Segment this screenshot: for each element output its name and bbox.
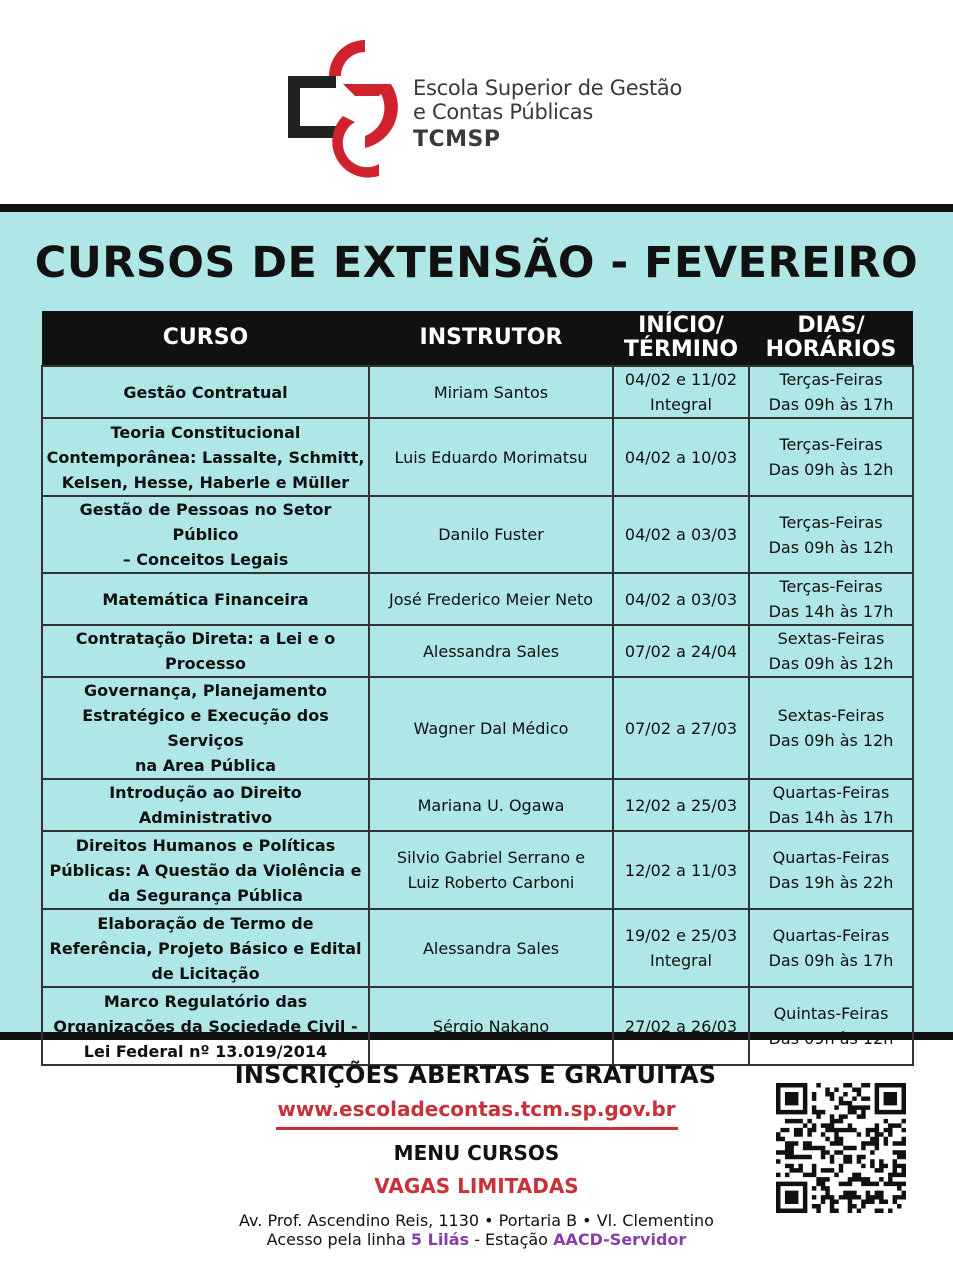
- days-hours-cell: [749, 573, 913, 625]
- course-name-line: Marco Regulatório das: [103, 991, 308, 1011]
- start-end-dates-line: 07/02 a 24/04: [624, 641, 738, 661]
- header-instrutor: [369, 311, 613, 366]
- course-name-line: Contratação Direta: a Lei e o: [75, 629, 336, 648]
- instructor-line: Mariana U. Ogawa: [417, 795, 565, 815]
- table-row: [42, 366, 913, 418]
- access-info: [0, 1230, 953, 1249]
- days-hours-line: Terças-Feiras: [779, 512, 883, 532]
- days-hours-line: Das 09h às 17h: [768, 951, 894, 970]
- days-hours-line: Das 19h às 22h: [768, 873, 894, 892]
- header-inicio-line1: INÍCIO/: [638, 313, 724, 338]
- registration-heading: INSCRIÇÕES ABERTAS E GRATUITAS: [234, 1061, 717, 1089]
- tcmsp-logo-mark: [283, 36, 408, 186]
- days-hours-cell: [749, 779, 913, 831]
- metro-line: 5 Lilás: [410, 1230, 470, 1249]
- course-name-cell: [42, 573, 369, 625]
- instructor-line: José Frederico Meier Neto: [388, 589, 594, 609]
- table-row: [42, 625, 913, 677]
- instructor-line: Wagner Dal Médico: [413, 718, 569, 738]
- course-name-line: Governança, Planejamento: [84, 681, 327, 700]
- course-name-line: Matemática Financeira: [102, 589, 309, 609]
- course-name-cell: [42, 366, 369, 418]
- start-end-dates-line: 12/02 a 11/03: [624, 860, 738, 880]
- table-header-row: [42, 311, 913, 366]
- course-name-line: Lei Federal nº 13.019/2014: [83, 1041, 328, 1061]
- start-end-dates-cell: [613, 909, 749, 987]
- url-underline: [276, 1127, 678, 1130]
- header-curso: [42, 311, 369, 366]
- start-end-dates-cell: [613, 418, 749, 496]
- course-name-line: Introdução ao Direito: [109, 783, 302, 802]
- website-link[interactable]: www.escoladecontas.tcm.sp.gov.br: [277, 1097, 676, 1121]
- course-name-line: Gestão de Pessoas no Setor Público: [79, 500, 332, 544]
- instructor-line: Luis Eduardo Morimatsu: [394, 447, 588, 467]
- days-hours-line: Quartas-Feiras: [772, 783, 890, 802]
- start-end-dates-cell: [613, 625, 749, 677]
- instructor-line: Danilo Fuster: [438, 525, 544, 544]
- days-hours-line: Das 09h às 17h: [768, 395, 894, 414]
- days-hours-line: Sextas-Feiras: [777, 706, 885, 725]
- days-hours-cell: [749, 831, 913, 909]
- course-name-line: de Licitação: [151, 963, 260, 983]
- days-hours-line: Terças-Feiras: [779, 370, 883, 389]
- days-hours-line: Quartas-Feiras: [772, 848, 890, 867]
- course-name-line: na Area Pública: [134, 756, 277, 775]
- course-name-cell: [42, 496, 369, 573]
- days-hours-line: Quintas-Feiras: [773, 1004, 889, 1023]
- header-inicio: [613, 311, 749, 366]
- page-title: CURSOS DE EXTENSÃO - FEVEREIRO: [34, 238, 919, 288]
- course-name-line: – Conceitos Legais: [122, 550, 289, 569]
- instructor-line: Luiz Roberto Carboni: [407, 873, 575, 892]
- course-name-cell: [42, 418, 369, 496]
- days-hours-line: Das 09h às 12h: [768, 731, 894, 750]
- access-prefix: Acesso pela linha: [266, 1230, 411, 1249]
- start-end-dates-cell: [613, 987, 749, 1065]
- course-name-cell: [42, 677, 369, 779]
- instructor-cell: [369, 677, 613, 779]
- instructor-cell: [369, 573, 613, 625]
- start-end-dates-line: 07/02 a 27/03: [624, 718, 738, 738]
- start-end-dates-cell: [613, 573, 749, 625]
- org-name-line1: Escola Superior de Gestão: [413, 76, 683, 100]
- start-end-dates-line: 04/02 a 03/03: [624, 525, 738, 544]
- instructor-cell: [369, 418, 613, 496]
- course-name-line: Elaboração de Termo de: [97, 913, 314, 933]
- start-end-dates-cell: [613, 496, 749, 573]
- days-hours-line: Das 09h às 12h: [768, 460, 894, 479]
- table-body: [42, 366, 913, 1065]
- vagas-limitadas-label: VAGAS LIMITADAS: [374, 1174, 579, 1198]
- instructor-line: Miriam Santos: [433, 382, 549, 402]
- start-end-dates-line: Integral: [650, 395, 712, 414]
- courses-table: [41, 311, 914, 1066]
- instructor-cell: [369, 496, 613, 573]
- instructor-cell: [369, 987, 613, 1065]
- course-name-line: Públicas: A Questão da Violência e: [49, 860, 362, 880]
- start-end-dates-line: Integral: [650, 951, 712, 970]
- days-hours-line: Das 14h às 17h: [768, 808, 894, 827]
- header-inicio-line2: TÉRMINO: [623, 337, 739, 362]
- course-name-line: da Segurança Pública: [108, 885, 303, 905]
- instructor-line: Silvio Gabriel Serrano e: [396, 848, 586, 867]
- table-row: [42, 909, 913, 987]
- start-end-dates-cell: [613, 779, 749, 831]
- table-row: [42, 496, 913, 573]
- header-curso-label: CURSO: [162, 325, 249, 350]
- days-hours-cell: [749, 366, 913, 418]
- course-name-cell: [42, 779, 369, 831]
- instructor-line: Alessandra Sales: [422, 641, 560, 661]
- course-name-line: Contemporânea: Lassalte, Schmitt,: [46, 447, 365, 467]
- course-name-cell: [42, 831, 369, 909]
- menu-cursos-label: MENU CURSOS: [393, 1141, 560, 1165]
- instructor-cell: [369, 366, 613, 418]
- days-hours-line: Das 09h às 12h: [768, 537, 894, 557]
- instructor-cell: [369, 831, 613, 909]
- course-name-cell: [42, 625, 369, 677]
- start-end-dates-line: 04/02 a 03/03: [624, 589, 738, 609]
- start-end-dates-line: 27/02 a 26/03: [624, 1016, 738, 1036]
- access-mid: - Estação: [469, 1230, 554, 1249]
- days-hours-line: Quartas-Feiras: [772, 926, 890, 945]
- start-end-dates-line: 04/02 a 10/03: [624, 447, 738, 467]
- days-hours-line: Das 14h às 17h: [768, 602, 894, 621]
- start-end-dates-cell: [613, 677, 749, 779]
- header-dias-line2: HORÁRIOS: [765, 337, 897, 362]
- days-hours-cell: [749, 677, 913, 779]
- start-end-dates-line: 12/02 a 25/03: [624, 795, 738, 815]
- instructor-cell: [369, 909, 613, 987]
- address: Av. Prof. Ascendino Reis, 1130 • Portaria B • Vl. Clementino: [239, 1211, 714, 1230]
- table-row: [42, 987, 913, 1065]
- org-name-line2: e Contas Públicas: [413, 100, 593, 124]
- table-row: [42, 831, 913, 909]
- days-hours-line: Das 09h às 12h: [768, 654, 894, 673]
- instructor-line: Alessandra Sales: [422, 938, 560, 958]
- course-name-line: Gestão Contratual: [123, 382, 288, 402]
- header-dias-line1: DIAS/: [797, 313, 865, 338]
- days-hours-cell: [749, 987, 913, 1065]
- days-hours-line: Das 09h às 12h: [768, 1029, 894, 1048]
- days-hours-line: Sextas-Feiras: [777, 629, 885, 648]
- days-hours-cell: [749, 625, 913, 677]
- days-hours-cell: [749, 418, 913, 496]
- qr-code-icon[interactable]: [776, 1083, 906, 1213]
- course-name-line: Administrativo: [138, 808, 273, 827]
- start-end-dates-cell: [613, 831, 749, 909]
- instructor-cell: [369, 779, 613, 831]
- instructor-line: Sérgio Nakano: [432, 1016, 550, 1036]
- course-name-line: Estratégico e Execução dos Serviços: [82, 706, 329, 750]
- instructor-cell: [369, 625, 613, 677]
- table-row: [42, 573, 913, 625]
- course-name-line: Organizações da Sociedade Civil -: [53, 1016, 358, 1036]
- table-row: [42, 418, 913, 496]
- org-short-name: TCMSP: [413, 127, 501, 152]
- days-hours-cell: [749, 909, 913, 987]
- header-dias: [749, 311, 913, 366]
- start-end-dates-line: 19/02 e 25/03: [624, 926, 738, 945]
- table-row: [42, 677, 913, 779]
- logo: [283, 36, 683, 186]
- course-name-cell: [42, 987, 369, 1065]
- start-end-dates-line: 04/02 e 11/02: [624, 370, 738, 389]
- start-end-dates-cell: [613, 366, 749, 418]
- days-hours-line: Terças-Feiras: [779, 577, 883, 596]
- course-name-line: Teoria Constitucional: [110, 422, 301, 442]
- metro-station: AACD-Servidor: [553, 1230, 687, 1249]
- course-name-cell: [42, 909, 369, 987]
- course-name-line: Processo: [165, 654, 246, 673]
- days-hours-cell: [749, 496, 913, 573]
- days-hours-line: Terças-Feiras: [779, 435, 883, 454]
- course-name-line: Kelsen, Hesse, Haberle e Müller: [61, 472, 350, 492]
- course-name-line: Direitos Humanos e Políticas: [75, 835, 336, 855]
- course-name-line: Referência, Projeto Básico e Edital: [49, 938, 362, 958]
- org-name: [413, 76, 682, 124]
- header-instrutor-label: INSTRUTOR: [419, 325, 563, 350]
- table-row: [42, 779, 913, 831]
